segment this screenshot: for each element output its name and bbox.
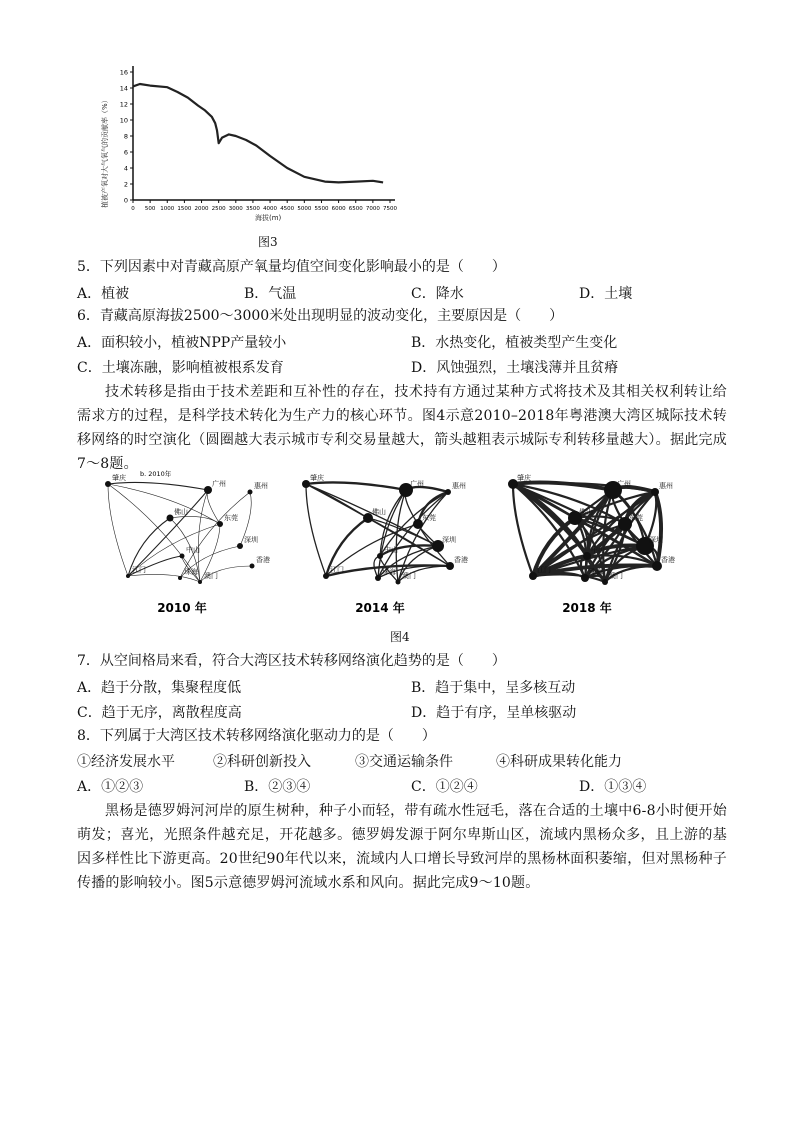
fig4-city-label: 江门	[132, 566, 146, 574]
fig3-series-line	[133, 84, 383, 182]
fig3-xtick-label: 5500	[314, 206, 329, 212]
q8-item-1: ①经济发展水平	[77, 754, 175, 770]
q6-stem: 6．青藏高原海拔2500～3000米处出现明显的波动变化，主要原因是（ ）	[77, 308, 564, 324]
fig3-xticks	[131, 200, 397, 212]
fig3-xtick-label: 3500	[245, 206, 260, 212]
q7-stem: 7．从空间格局来看，符合大湾区技术转移网络演化趋势的是（ ）	[77, 653, 506, 669]
fig4-city-label: 佛山	[372, 508, 386, 516]
fig4-city-label: 惠州	[254, 482, 268, 490]
fig4-city-node	[217, 521, 223, 527]
fig3-ytick-label: 8	[123, 132, 128, 141]
fig4-city-node	[581, 574, 589, 582]
fig4-link	[108, 484, 220, 524]
fig3-xtick-label: 7000	[365, 206, 380, 212]
fig4-city-label: 肇庆	[112, 474, 126, 482]
q5-option-a[interactable]: A．植被	[77, 286, 130, 302]
fig3-xtick-label: 2000	[194, 206, 209, 212]
fig3-xtick-label: 3000	[228, 206, 243, 212]
fig4-link	[306, 484, 326, 576]
fig4-city-label: 东莞	[629, 514, 643, 522]
fig3-ylabel: 植被产氧对大气氧气的贡献率（%）	[101, 96, 109, 208]
fig4-city-label: 深圳	[244, 536, 258, 544]
fig4-city-label: 广州	[410, 480, 424, 488]
fig4-city-label: 深圳	[649, 536, 663, 544]
fig4-panel-2	[302, 473, 468, 615]
fig4-city-node	[248, 490, 253, 495]
fig4-link	[170, 516, 220, 524]
fig4-panel-note: b. 2010年	[140, 470, 172, 478]
fig4-city-label: 深圳	[442, 536, 456, 544]
fig4-link	[108, 484, 128, 576]
fig4-city-label: 东莞	[224, 514, 238, 522]
q6-option-b[interactable]: B．水热变化，植被类型产生变化	[411, 335, 618, 351]
fig3-ytick-label: 6	[123, 148, 128, 157]
fig4-city-label: 中山	[591, 546, 605, 554]
fig4-city-label: 中山	[384, 546, 398, 554]
fig4-city-node	[250, 564, 255, 569]
fig4-city-label: 肇庆	[517, 474, 531, 482]
fig3-yticks	[120, 69, 133, 205]
fig4-city-node	[105, 481, 111, 487]
q7-option-d[interactable]: D．趋于有序，呈单核驱动	[411, 705, 577, 721]
fig3-ytick-label: 16	[119, 68, 128, 77]
fig4-city-node	[396, 580, 401, 585]
fig4-city-label: 澳门	[204, 572, 218, 580]
fig4-city-node	[602, 579, 608, 585]
fig4-city-label: 江门	[330, 566, 344, 574]
fig4-city-label: 佛山	[174, 508, 188, 516]
fig3-ytick-label: 12	[119, 100, 128, 109]
q8-option-d[interactable]: D．①③④	[579, 779, 647, 795]
fig3-xtick-label: 7500	[383, 206, 397, 212]
fig4-city-node	[237, 543, 243, 549]
fig4-city-node	[651, 488, 659, 496]
fig4-link	[306, 482, 406, 490]
fig4-link	[306, 484, 450, 566]
q5-option-c[interactable]: C．降水	[411, 286, 464, 302]
fig4-city-node	[583, 552, 591, 560]
fig4-city-node	[126, 574, 130, 578]
fig3-ytick-label: 4	[123, 164, 128, 173]
fig4-city-label: 香港	[661, 556, 675, 564]
fig4-year-label: 2018 年	[562, 601, 612, 615]
fig4-city-node	[180, 554, 185, 559]
fig4-city-node	[198, 580, 202, 584]
fig3-xtick-label: 1500	[177, 206, 192, 212]
fig3-chart	[95, 58, 405, 223]
fig3-xlabel: 海拔(m)	[255, 214, 282, 222]
q8-item-2: ②科研创新投入	[213, 754, 311, 770]
fig3-xtick-label: 1000	[160, 206, 175, 212]
fig4-panel-1	[105, 469, 270, 615]
fig4-city-label: 香港	[454, 556, 468, 564]
fig3-ytick-label: 0	[123, 196, 128, 205]
fig4-city-label: 广州	[617, 480, 631, 488]
q7-option-b[interactable]: B．趋于集中，呈多核互动	[411, 680, 576, 696]
fig4-city-label: 澳门	[402, 572, 416, 580]
q6-option-a[interactable]: A．面积较小，植被NPP产量较小	[77, 335, 287, 351]
fig4-city-label: 珠海	[382, 568, 396, 576]
fig4-city-node	[377, 553, 383, 559]
fig4-city-node	[323, 573, 329, 579]
fig4-link	[368, 518, 438, 546]
fig4-city-label: 肇庆	[310, 474, 324, 482]
fig3-ytick-label: 14	[119, 84, 128, 93]
q5-option-b[interactable]: B．气温	[244, 286, 297, 302]
fig4-city-node	[375, 575, 381, 581]
fig4-network-maps	[100, 462, 700, 622]
fig4-city-label: 中山	[186, 546, 200, 554]
fig4-city-node	[445, 489, 451, 495]
fig3-xtick-label: 500	[144, 206, 156, 212]
fig4-panel-3	[508, 473, 675, 615]
q7-option-c[interactable]: C．趋于无序，离散程度高	[77, 705, 242, 721]
fig3-xtick-label: 6500	[348, 206, 363, 212]
fig4-link	[108, 482, 208, 490]
fig3-xtick-label: 2500	[211, 206, 226, 212]
fig4-city-label: 江门	[537, 566, 551, 574]
fig4-city-label: 珠海	[184, 568, 198, 576]
fig4-city-label: 东莞	[422, 514, 436, 522]
q5-option-d[interactable]: D．土壤	[579, 286, 633, 302]
fig4-year-label: 2010 年	[157, 601, 207, 615]
q8-option-b[interactable]: B．②③④	[244, 779, 311, 795]
fig3-caption: 图3	[258, 235, 278, 249]
fig4-city-label: 珠海	[589, 568, 603, 576]
q6-option-d[interactable]: D．风蚀强烈，土壤浅薄并且贫瘠	[411, 360, 619, 376]
q7-option-a[interactable]: A．趋于分散，集聚程度低	[77, 680, 242, 696]
passage-tech-transfer: 技术转移是指由于技术差距和互补性的存在，技术持有方通过某种方式将技术及其相关权利转让给需求方的过程，是科学技术转化为生产力的核心环节。图4示意2010–2018年粤港澳大湾区城际技术转移网络的时空演化（圆圈越大表示城市专利交易量越大，箭头越粗表示城际专利转移量越大）。据此完成7～8题。	[77, 384, 727, 472]
q8-option-c[interactable]: C．①②④	[411, 779, 478, 795]
q8-item-3: ③交通运输条件	[355, 754, 453, 770]
fig4-city-node	[302, 480, 310, 488]
fig3-xtick-label: 4000	[263, 206, 278, 212]
fig3-xtick-label: 6000	[331, 206, 346, 212]
fig3-xtick-label: 0	[131, 206, 135, 212]
fig4-year-label: 2014 年	[355, 601, 405, 615]
fig4-city-node	[204, 486, 212, 494]
fig3-axes	[133, 66, 395, 200]
fig3-ytick-label: 2	[123, 180, 128, 189]
fig4-city-label: 惠州	[659, 482, 673, 490]
fig4-city-node	[167, 515, 174, 522]
fig4-city-node	[178, 576, 182, 580]
fig4-caption: 图4	[390, 630, 410, 644]
fig4-city-label: 惠州	[452, 482, 466, 490]
q8-option-a[interactable]: A．①②③	[77, 779, 144, 795]
q5-stem: 5．下列因素中对青藏高原产氧量均值空间变化影响最小的是（ ）	[77, 259, 506, 275]
fig4-city-label: 澳门	[609, 572, 623, 580]
fig4-city-label: 佛山	[579, 508, 593, 516]
fig4-city-label: 广州	[212, 480, 226, 488]
fig3-xtick-label: 4500	[280, 206, 295, 212]
fig4-city-node	[446, 562, 454, 570]
passage-black-poplar: 黑杨是德罗姆河河岸的原生树种，种子小而轻，带有疏水性冠毛，落在合适的土壤中6-8小时便开始萌发；喜光，光照条件越充足，开花越多。德罗姆发源于阿尔卑斯山区，流域内黑杨众多，且上游的基因多样性比下游更高。20世纪90年代以来，流域内人口增长导致河岸的黑杨林面积萎缩，但对黑杨种子传播的影响较小。图5示意德罗姆河流域水系和风向。据此完成9～10题。	[77, 803, 727, 891]
q6-option-c[interactable]: C．土壤冻融，影响植被根系发育	[77, 360, 284, 376]
fig4-city-label: 香港	[256, 556, 270, 564]
q8-item-4: ④科研成果转化能力	[496, 754, 622, 770]
fig4-link	[198, 490, 208, 582]
q8-stem: 8．下列属于大湾区技术转移网络演化驱动力的是（ ）	[77, 728, 436, 744]
fig3-xtick-label: 5000	[297, 206, 312, 212]
fig4-city-node	[529, 572, 537, 580]
fig3-ytick-label: 10	[119, 116, 128, 125]
